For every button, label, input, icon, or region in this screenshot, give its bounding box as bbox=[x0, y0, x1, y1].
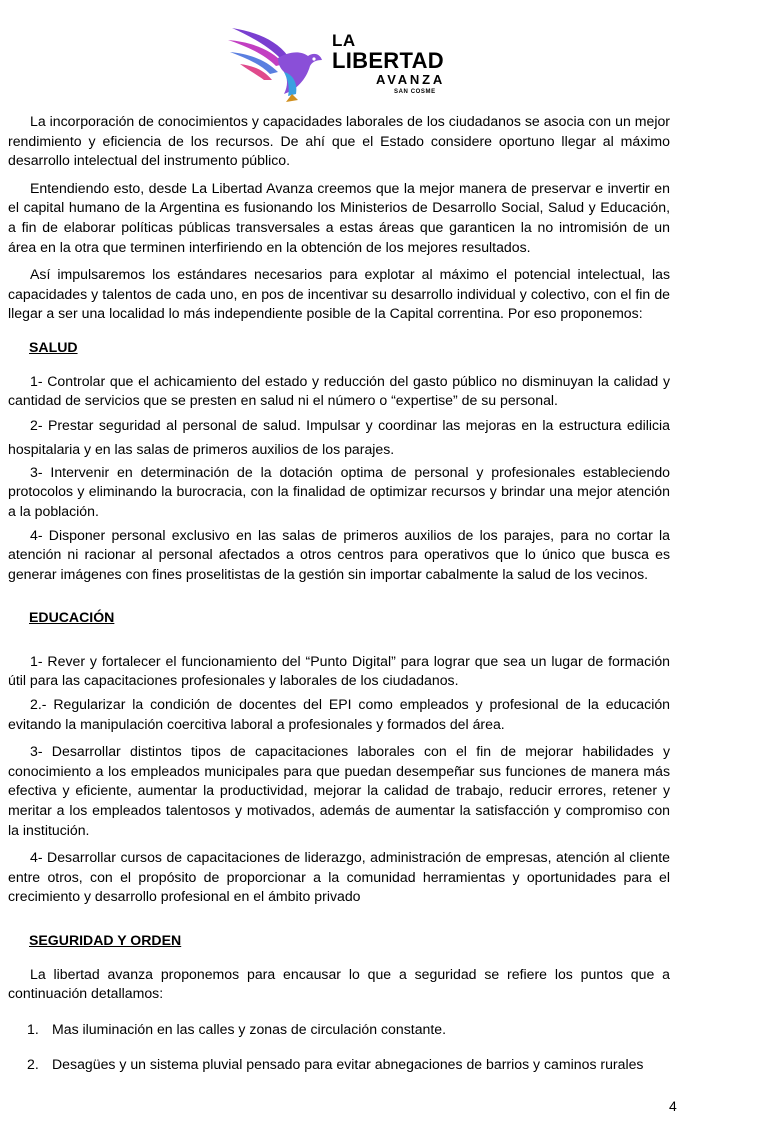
intro-paragraph-2: Entendiendo esto, desde La Libertad Avanza creemos que la mejor manera de preservar e invertir en el capital humano de la Argentina es fusionando los Ministerios de Desarrollo Social, Salud y Educación, a fin de elaborar políticas públicas transversales a estas áreas que garanticen la no intromisión de un área en la otra que terminen interfiriendo en la obtención de los mejores resultados. bbox=[8, 179, 670, 255]
logo-line-san-cosme: SAN COSME bbox=[394, 89, 436, 95]
salud-item-1: 1- Controlar que el achicamiento del estado y reducción del gasto público no disminuyan la calidad y cantidad de servicios que se presten en salud ni el número o “expertise” de su personal. bbox=[8, 372, 670, 409]
salud-item-4: 4- Disponer personal exclusivo en las salas de primeros auxilios de los parajes, para no cortar la atención ni racionar al personal afectados a otros centros para operativos que lo único que busca es generar imágenes con fines proselitistas de la gestión sin importar cabalmente la salud de los vecinos. bbox=[8, 526, 670, 582]
logo-line-la: LA bbox=[332, 31, 356, 50]
section-heading-seguridad: SEGURIDAD Y ORDEN bbox=[29, 932, 182, 948]
page-number: 4 bbox=[669, 1098, 677, 1114]
document-body bbox=[8, 112, 670, 1075]
list-item-text: Mas iluminación en las calles y zonas de circulación constante. bbox=[52, 1020, 447, 1037]
intro-paragraph-3: Así impulsaremos los estándares necesarios para explotar al máximo el potencial intelectual, las capacidades y talentos de cada uno, en pos de incentivar su desarrollo individual y colectivo, con el fin de llegar a ser una localidad lo más independiente posible de la Capital correntina. Por eso proponemos: bbox=[8, 266, 670, 322]
list-item-number: 2. bbox=[27, 1056, 39, 1073]
educacion-item-1: 1- Rever y fortalecer el funcionamiento del “Punto Digital” para lograr que sea un lugar de formación útil para las capacitaciones profesionales y laborales de los ciudadanos. bbox=[8, 652, 670, 689]
section-heading-educacion: EDUCACIÓN bbox=[29, 609, 115, 626]
logo-wordmark bbox=[332, 32, 452, 96]
educacion-item-2: 2.- Regularizar la condición de docentes del EPI como empleados y profesional de la educación evitando la manipulación coercitiva laboral a profesionales y formados del área. bbox=[8, 696, 670, 732]
seguridad-intro: La libertad avanza proponemos para encausar lo que a seguridad se refiere los puntos que a continuación detallamos: bbox=[8, 965, 670, 1002]
intro-paragraph-1: La incorporación de conocimientos y capacidades laborales de los ciudadanos se asocia con un mejor rendimiento y eficiencia de los recursos. De ahí que el Estado considere oportuno llegar al máximo desarrollo intelectual del instrumento público. bbox=[8, 113, 670, 169]
eagle-logo-icon bbox=[226, 22, 330, 102]
educacion-item-3: 3- Desarrollar distintos tipos de capacitaciones laborales con el fin de mejorar habilidades y conocimiento a los empleados municipales para que puedan desempeñar sus funciones de manera más efectiva y eficiente, aumentar la productividad, mejorar la calidad de trabajo, reducir errores, retener y meritar a los empleados talentosos y motivados, además de aumentar la satisfacción y compromiso con la institución. bbox=[8, 743, 670, 838]
logo-line-libertad: LIBERTAD bbox=[332, 48, 444, 73]
list-item-text: Desagües y un sistema pluvial pensado para evitar abnegaciones de barrios y caminos rurales bbox=[52, 1056, 644, 1073]
list-item-number: 1. bbox=[27, 1020, 39, 1037]
salud-item-2: 2- Prestar seguridad al personal de salud. Impulsar y coordinar las mejoras en la estructura edilicia hospitalaria y en las salas de primeros auxilios de los parajes. bbox=[8, 416, 670, 457]
educacion-item-4: 4- Desarrollar cursos de capacitaciones de liderazgo, administración de empresas, atención al cliente entre otros, con el propósito de proporcionar a la comunidad herramientas y oportunidades para el crecimiento y desarrollo profesional en el ámbito privado bbox=[8, 849, 670, 905]
logo-line-avanza: AVANZA bbox=[376, 72, 446, 87]
section-heading-salud: SALUD bbox=[29, 338, 78, 355]
party-logo bbox=[226, 18, 456, 106]
seguridad-list-item bbox=[8, 1055, 670, 1075]
seguridad-list-item bbox=[8, 1020, 670, 1040]
salud-item-3: 3- Intervenir en determinación de la dotación optima de personal y profesionales estableciendo protocolos y eliminando la burocracia, con la finalidad de optimizar recursos y brindar una mejor atención a la población. bbox=[8, 463, 670, 519]
seguridad-list bbox=[8, 1020, 670, 1075]
